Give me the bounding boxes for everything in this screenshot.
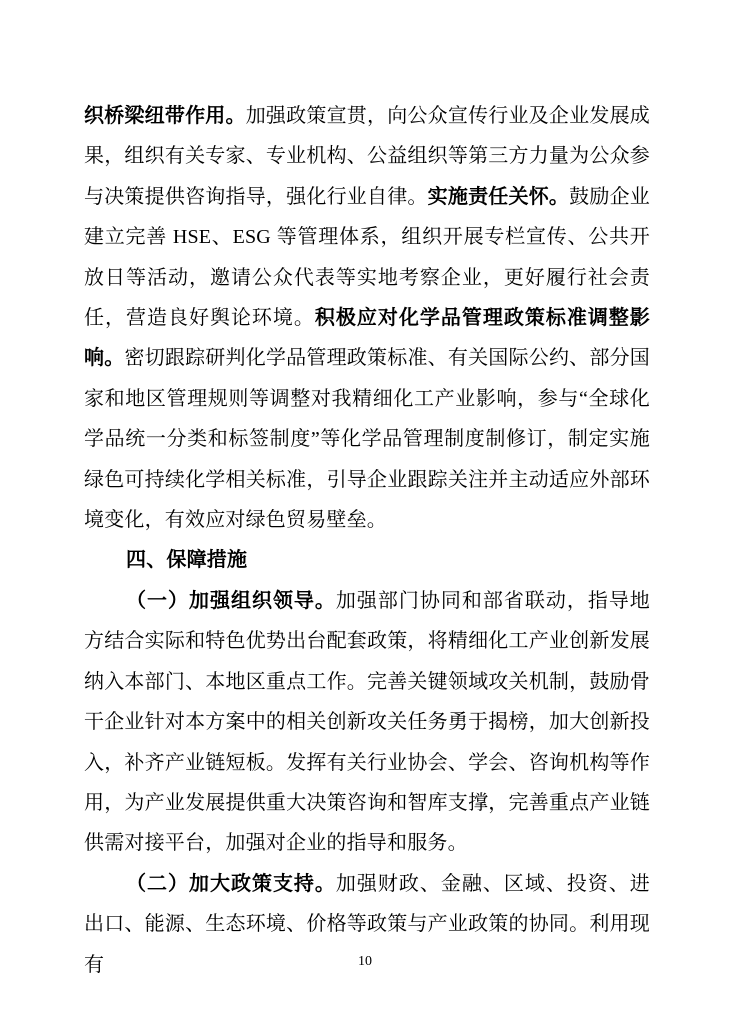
text-run: 加强财政、金融、区域、投资、进出口、能源、生态环境、价格等政策与产业政策的协同。利用现有	[84, 872, 651, 976]
page-number: 10	[358, 954, 372, 969]
paragraph	[84, 581, 650, 864]
bold-text-run: 织桥梁纽带作用。	[84, 105, 246, 127]
text-run: 密切跟踪研判化学品管理政策标准、有关国际公约、部分国家和地区管理规则等调整对我精细化工产业影响，参与“全球化学品统一分类和标签制度”等化学品管理制度制修订，制定实施绿色可持续化学相关标准，引导企业跟踪关注并主动适应外部环境变化，有效应对绿色贸易壁垒。	[84, 347, 650, 532]
document-body	[84, 96, 650, 985]
text-run: 加强部门协同和部省联动，指导地方结合实际和特色优势出台配套政策，将精细化工产业创新发展纳入本部门、本地区重点工作。完善关键领域攻关机制，鼓励骨干企业针对本方案中的相关创新攻关任务勇于揭榜，加大创新投入，补齐产业链短板。发挥有关行业协会、学会、咨询机构等作用，为产业发展提供重大决策咨询和智库支撑，完善重点产业链供需对接平台，加强对企业的指导和服务。	[84, 589, 651, 855]
paragraph	[84, 96, 650, 540]
bold-text-run: 实施责任关怀。	[427, 185, 570, 208]
bold-text-run: （二）加大政策支持。	[126, 872, 336, 895]
bold-text-run: 积极应对化学品管理政策标准调整影响。	[84, 307, 651, 370]
bold-text-run: 四、保障措施	[126, 549, 248, 572]
section-heading	[84, 540, 650, 580]
text-run: 鼓励企业建立完善 HSE、ESG 等管理体系，组织开展专栏宣传、公共开放日等活动，邀请公众代表等实地考察企业，更好履行社会责任，营造良好舆论环境。	[84, 185, 650, 330]
text-run: 加强政策宣贯，向公众宣传行业及企业发展成果，组织有关专家、专业机构、公益组织等第三方力量为公众参与决策提供咨询指导，强化行业自律。	[84, 105, 650, 208]
page-footer	[0, 952, 730, 972]
bold-text-run: （一）加强组织领导。	[126, 589, 336, 612]
